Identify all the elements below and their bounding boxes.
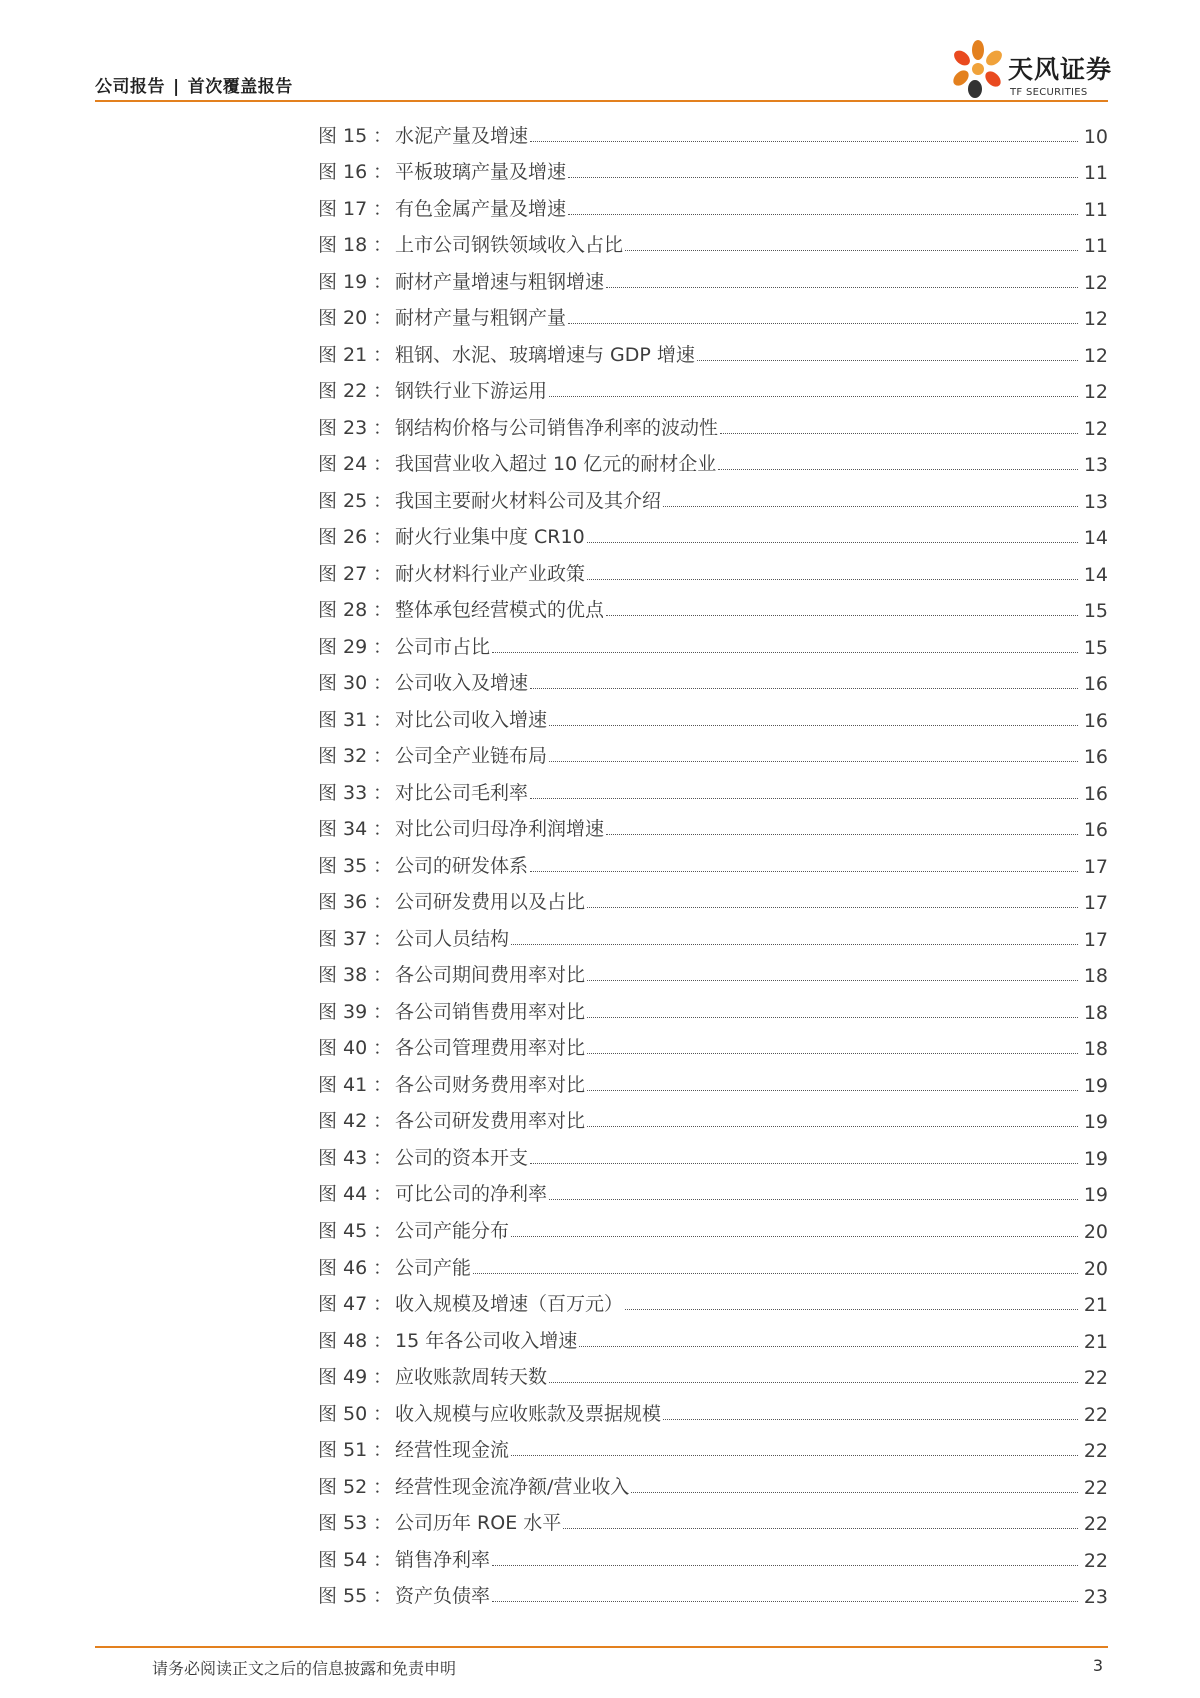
toc-entry-title: 收入规模与应收账款及票据规模 xyxy=(395,1402,662,1425)
toc-entry-label: 图 52 xyxy=(318,1475,368,1498)
toc-entry-colon: ： xyxy=(372,124,392,147)
toc-entry-label: 图 45 xyxy=(318,1219,368,1242)
toc-entry-page: 16 xyxy=(1083,819,1108,842)
toc-entry-colon: ： xyxy=(372,635,392,658)
toc-entry-label: 图 53 xyxy=(318,1512,368,1535)
figure-toc-list xyxy=(318,111,1108,1608)
toc-entry-colon: ： xyxy=(372,453,392,476)
report-subtitle: 首次覆盖报告 xyxy=(187,77,293,97)
toc-entry-colon: ： xyxy=(372,1475,392,1498)
toc-entry-page: 21 xyxy=(1083,1330,1108,1353)
toc-entry[interactable] xyxy=(318,1389,1108,1426)
toc-entry-page: 14 xyxy=(1083,527,1108,550)
toc-entry-title: 耐材产量增速与粗钢增速 xyxy=(395,270,605,293)
toc-entry[interactable] xyxy=(318,476,1108,513)
toc-entry-title: 公司全产业链布局 xyxy=(395,745,548,768)
toc-entry-colon: ： xyxy=(372,1146,392,1169)
toc-entry-label: 图 33 xyxy=(318,781,368,804)
toc-entry-colon: ： xyxy=(372,1585,392,1608)
toc-entry-label: 图 49 xyxy=(318,1366,368,1389)
toc-entry[interactable] xyxy=(318,1280,1108,1317)
toc-dot-leader xyxy=(530,798,1078,799)
toc-entry-title: 对比公司收入增速 xyxy=(395,708,548,731)
toc-entry-title: 公司产能 xyxy=(395,1256,472,1279)
toc-entry-page: 15 xyxy=(1083,636,1108,659)
toc-entry[interactable] xyxy=(318,732,1108,769)
toc-entry-title: 公司收入及增速 xyxy=(395,672,529,695)
toc-entry-label: 图 36 xyxy=(318,891,368,914)
toc-dot-leader xyxy=(663,506,1078,507)
toc-entry-label: 图 38 xyxy=(318,964,368,987)
toc-dot-leader xyxy=(720,433,1078,434)
toc-entry-page: 11 xyxy=(1083,235,1108,258)
toc-entry-title: 耐火材料行业产业政策 xyxy=(395,562,586,585)
toc-entry[interactable] xyxy=(318,1024,1108,1061)
toc-entry-colon: ： xyxy=(372,599,392,622)
toc-entry-page: 12 xyxy=(1083,344,1108,367)
toc-entry-page: 19 xyxy=(1083,1184,1108,1207)
toc-entry-label: 图 47 xyxy=(318,1293,368,1316)
toc-entry-title: 对比公司归母净利润增速 xyxy=(395,818,605,841)
toc-dot-leader xyxy=(568,323,1078,324)
toc-entry-page: 11 xyxy=(1083,198,1108,221)
toc-entry[interactable] xyxy=(318,1353,1108,1390)
toc-entry-colon: ： xyxy=(372,307,392,330)
toc-entry-colon: ： xyxy=(372,1000,392,1023)
toc-entry-title: 各公司财务费用率对比 xyxy=(395,1073,586,1096)
toc-entry-title: 平板玻璃产量及增速 xyxy=(395,161,567,184)
toc-dot-leader xyxy=(549,1382,1078,1383)
toc-dot-leader xyxy=(492,1601,1078,1602)
toc-entry-page: 19 xyxy=(1083,1111,1108,1134)
toc-entry[interactable] xyxy=(318,841,1108,878)
toc-entry-label: 图 40 xyxy=(318,1037,368,1060)
toc-entry-colon: ： xyxy=(372,1512,392,1535)
toc-dot-leader xyxy=(587,1090,1078,1091)
toc-entry-label: 图 22 xyxy=(318,380,368,403)
toc-entry[interactable] xyxy=(318,1206,1108,1243)
toc-dot-leader xyxy=(663,1419,1078,1420)
toc-entry[interactable] xyxy=(318,1499,1108,1536)
report-header-title xyxy=(95,72,293,97)
toc-entry[interactable] xyxy=(318,805,1108,842)
toc-dot-leader xyxy=(625,1309,1078,1310)
toc-dot-leader xyxy=(549,1199,1078,1200)
toc-entry-label: 图 43 xyxy=(318,1146,368,1169)
toc-entry-page: 16 xyxy=(1083,709,1108,732)
toc-entry-label: 图 51 xyxy=(318,1439,368,1462)
toc-entry-page: 12 xyxy=(1083,308,1108,331)
toc-entry-title: 公司市占比 xyxy=(395,635,491,658)
toc-entry-label: 图 20 xyxy=(318,307,368,330)
toc-entry-label: 图 32 xyxy=(318,745,368,768)
toc-entry-page: 21 xyxy=(1083,1294,1108,1317)
toc-entry[interactable] xyxy=(318,1535,1108,1572)
toc-entry-colon: ： xyxy=(372,781,392,804)
toc-dot-leader xyxy=(587,1126,1078,1127)
report-type: 公司报告 xyxy=(95,77,165,97)
toc-entry-page: 12 xyxy=(1083,417,1108,440)
toc-entry-title: 整体承包经营模式的优点 xyxy=(395,599,605,622)
toc-entry[interactable] xyxy=(318,1097,1108,1134)
toc-entry-colon: ： xyxy=(372,708,392,731)
toc-entry-title: 经营性现金流净额/营业收入 xyxy=(395,1475,630,1498)
toc-entry[interactable] xyxy=(318,1133,1108,1170)
toc-dot-leader xyxy=(511,1236,1078,1237)
toc-entry-page: 18 xyxy=(1083,1001,1108,1024)
toc-entry-label: 图 19 xyxy=(318,270,368,293)
toc-entry-label: 图 23 xyxy=(318,416,368,439)
toc-entry-label: 图 24 xyxy=(318,453,368,476)
toc-dot-leader xyxy=(530,141,1078,142)
toc-entry-label: 图 37 xyxy=(318,927,368,950)
toc-dot-leader xyxy=(511,944,1078,945)
toc-entry-label: 图 26 xyxy=(318,526,368,549)
toc-entry[interactable] xyxy=(318,111,1108,148)
toc-entry[interactable] xyxy=(318,403,1108,440)
toc-entry[interactable] xyxy=(318,1243,1108,1280)
toc-entry-page: 22 xyxy=(1083,1367,1108,1390)
toc-dot-leader xyxy=(718,469,1078,470)
toc-entry-label: 图 17 xyxy=(318,197,368,220)
toc-entry-page: 20 xyxy=(1083,1220,1108,1243)
toc-entry-page: 17 xyxy=(1083,892,1108,915)
toc-dot-leader xyxy=(568,177,1078,178)
toc-dot-leader xyxy=(606,834,1078,835)
toc-dot-leader xyxy=(473,1273,1078,1274)
toc-entry-label: 图 54 xyxy=(318,1548,368,1571)
toc-entry[interactable] xyxy=(318,1060,1108,1097)
toc-entry-title: 公司研发费用以及占比 xyxy=(395,891,586,914)
toc-entry-page: 22 xyxy=(1083,1476,1108,1499)
toc-dot-leader xyxy=(587,907,1078,908)
toc-entry-label: 图 55 xyxy=(318,1585,368,1608)
toc-entry-title: 各公司研发费用率对比 xyxy=(395,1110,586,1133)
toc-entry-title: 经营性现金流 xyxy=(395,1439,510,1462)
toc-entry-page: 23 xyxy=(1083,1586,1108,1609)
toc-entry-colon: ： xyxy=(372,745,392,768)
toc-dot-leader xyxy=(568,214,1078,215)
toc-entry-label: 图 35 xyxy=(318,854,368,877)
toc-entry-label: 图 50 xyxy=(318,1402,368,1425)
toc-entry-label: 图 29 xyxy=(318,635,368,658)
toc-entry-page: 10 xyxy=(1083,125,1108,148)
toc-entry-label: 图 46 xyxy=(318,1256,368,1279)
company-logo xyxy=(948,38,1118,106)
toc-entry-colon: ： xyxy=(372,672,392,695)
toc-entry[interactable] xyxy=(318,987,1108,1024)
toc-entry-title: 耐火行业集中度 CR10 xyxy=(395,526,585,549)
toc-entry-colon: ： xyxy=(372,854,392,877)
toc-dot-leader xyxy=(631,1492,1078,1493)
toc-dot-leader xyxy=(530,688,1078,689)
toc-entry-colon: ： xyxy=(372,1219,392,1242)
logo-english-name: TF SECURITIES xyxy=(1010,87,1088,98)
toc-entry-page: 18 xyxy=(1083,965,1108,988)
toc-entry-page: 15 xyxy=(1083,600,1108,623)
toc-entry[interactable] xyxy=(318,1426,1108,1463)
toc-entry[interactable] xyxy=(318,586,1108,623)
toc-entry-title: 销售净利率 xyxy=(395,1548,491,1571)
toc-entry-title: 上市公司钢铁领域收入占比 xyxy=(395,234,624,257)
toc-entry-title: 公司人员结构 xyxy=(395,927,510,950)
toc-entry-colon: ： xyxy=(372,526,392,549)
toc-entry-colon: ： xyxy=(372,1073,392,1096)
toc-dot-leader xyxy=(587,579,1078,580)
toc-entry[interactable] xyxy=(318,294,1108,331)
toc-dot-leader xyxy=(549,761,1078,762)
toc-entry-label: 图 39 xyxy=(318,1000,368,1023)
logo-chinese-name: 天风证券 xyxy=(1008,55,1113,84)
toc-entry[interactable] xyxy=(318,330,1108,367)
header-divider xyxy=(95,100,1108,102)
toc-dot-leader xyxy=(530,871,1078,872)
toc-entry-title: 可比公司的净利率 xyxy=(395,1183,548,1206)
toc-entry[interactable] xyxy=(318,549,1108,586)
toc-entry-colon: ： xyxy=(372,1439,392,1462)
toc-dot-leader xyxy=(587,980,1078,981)
toc-dot-leader xyxy=(549,396,1078,397)
toc-dot-leader xyxy=(579,1346,1078,1347)
footer-divider xyxy=(95,1646,1108,1648)
toc-entry-label: 图 28 xyxy=(318,599,368,622)
toc-entry-colon: ： xyxy=(372,1037,392,1060)
toc-entry-page: 18 xyxy=(1083,1038,1108,1061)
toc-entry-page: 13 xyxy=(1083,454,1108,477)
toc-entry-title: 我国营业收入超过 10 亿元的耐材企业 xyxy=(395,453,717,476)
toc-entry[interactable] xyxy=(318,878,1108,915)
toc-entry-title: 公司产能分布 xyxy=(395,1219,510,1242)
toc-entry-page: 22 xyxy=(1083,1403,1108,1426)
toc-entry-page: 17 xyxy=(1083,855,1108,878)
toc-entry-label: 图 27 xyxy=(318,562,368,585)
toc-dot-leader xyxy=(563,1528,1078,1529)
toc-entry-label: 图 18 xyxy=(318,234,368,257)
toc-entry[interactable] xyxy=(318,440,1108,477)
toc-entry-title: 各公司期间费用率对比 xyxy=(395,964,586,987)
toc-entry-title: 公司历年 ROE 水平 xyxy=(395,1512,562,1535)
toc-entry-label: 图 31 xyxy=(318,708,368,731)
toc-entry-title: 资产负债率 xyxy=(395,1585,491,1608)
toc-entry-page: 17 xyxy=(1083,928,1108,951)
toc-entry-colon: ： xyxy=(372,416,392,439)
toc-entry-title: 应收账款周转天数 xyxy=(395,1366,548,1389)
toc-entry[interactable] xyxy=(318,914,1108,951)
toc-entry-title: 对比公司毛利率 xyxy=(395,781,529,804)
toc-entry-title: 收入规模及增速（百万元） xyxy=(395,1293,624,1316)
toc-dot-leader xyxy=(492,652,1078,653)
toc-entry-page: 19 xyxy=(1083,1147,1108,1170)
toc-entry-colon: ： xyxy=(372,1366,392,1389)
toc-entry-page: 11 xyxy=(1083,162,1108,185)
toc-entry-page: 22 xyxy=(1083,1440,1108,1463)
toc-entry[interactable] xyxy=(318,768,1108,805)
toc-entry-colon: ： xyxy=(372,270,392,293)
toc-entry[interactable] xyxy=(318,1316,1108,1353)
toc-entry-colon: ： xyxy=(372,343,392,366)
toc-entry[interactable] xyxy=(318,951,1108,988)
toc-entry-page: 22 xyxy=(1083,1549,1108,1572)
toc-entry-colon: ： xyxy=(372,234,392,257)
toc-entry-title: 各公司管理费用率对比 xyxy=(395,1037,586,1060)
toc-entry-page: 14 xyxy=(1083,563,1108,586)
toc-entry-title: 各公司销售费用率对比 xyxy=(395,1000,586,1023)
toc-entry-title: 公司的资本开支 xyxy=(395,1146,529,1169)
toc-entry-title: 15 年各公司收入增速 xyxy=(395,1329,578,1352)
toc-entry[interactable] xyxy=(318,148,1108,185)
toc-dot-leader xyxy=(587,1017,1078,1018)
toc-entry-page: 16 xyxy=(1083,782,1108,805)
toc-entry-colon: ： xyxy=(372,1183,392,1206)
toc-entry-colon: ： xyxy=(372,964,392,987)
toc-entry[interactable] xyxy=(318,1170,1108,1207)
toc-entry-label: 图 21 xyxy=(318,343,368,366)
toc-dot-leader xyxy=(511,1455,1078,1456)
toc-dot-leader xyxy=(549,725,1078,726)
toc-dot-leader xyxy=(697,360,1078,361)
toc-entry[interactable] xyxy=(318,1572,1108,1609)
toc-entry-colon: ： xyxy=(372,1256,392,1279)
toc-entry-title: 公司的研发体系 xyxy=(395,854,529,877)
toc-entry[interactable] xyxy=(318,659,1108,696)
toc-entry-page: 19 xyxy=(1083,1074,1108,1097)
toc-dot-leader xyxy=(606,615,1078,616)
toc-entry-label: 图 42 xyxy=(318,1110,368,1133)
toc-entry-label: 图 25 xyxy=(318,489,368,512)
toc-entry-page: 12 xyxy=(1083,381,1108,404)
toc-entry-colon: ： xyxy=(372,197,392,220)
toc-entry-title: 钢结构价格与公司销售净利率的波动性 xyxy=(395,416,719,439)
toc-entry-page: 16 xyxy=(1083,746,1108,769)
toc-entry-colon: ： xyxy=(372,1402,392,1425)
toc-entry[interactable] xyxy=(318,184,1108,221)
toc-entry[interactable] xyxy=(318,513,1108,550)
toc-entry-colon: ： xyxy=(372,562,392,585)
toc-entry[interactable] xyxy=(318,695,1108,732)
flower-logo-icon xyxy=(948,38,1008,100)
toc-entry-label: 图 44 xyxy=(318,1183,368,1206)
toc-entry-label: 图 16 xyxy=(318,161,368,184)
toc-entry-colon: ： xyxy=(372,1548,392,1571)
toc-dot-leader xyxy=(606,287,1078,288)
toc-dot-leader xyxy=(587,1053,1078,1054)
toc-entry-colon: ： xyxy=(372,818,392,841)
toc-entry-page: 16 xyxy=(1083,673,1108,696)
toc-entry-label: 图 41 xyxy=(318,1073,368,1096)
toc-entry-title: 我国主要耐火材料公司及其介绍 xyxy=(395,489,662,512)
toc-entry[interactable] xyxy=(318,1462,1108,1499)
toc-entry-title: 有色金属产量及增速 xyxy=(395,197,567,220)
page-number: 3 xyxy=(1092,1656,1103,1675)
toc-entry-title: 钢铁行业下游运用 xyxy=(395,380,548,403)
toc-entry[interactable] xyxy=(318,367,1108,404)
toc-entry-title: 粗钢、水泥、玻璃增速与 GDP 增速 xyxy=(395,343,695,366)
toc-entry[interactable] xyxy=(318,257,1108,294)
toc-entry-colon: ： xyxy=(372,1329,392,1352)
toc-dot-leader xyxy=(530,1163,1078,1164)
toc-dot-leader xyxy=(492,1565,1078,1566)
toc-entry-colon: ： xyxy=(372,1293,392,1316)
toc-dot-leader xyxy=(625,250,1078,251)
footer-disclaimer: 请务必阅读正文之后的信息披露和免责申明 xyxy=(152,1659,457,1678)
toc-entry-page: 12 xyxy=(1083,271,1108,294)
toc-entry-label: 图 30 xyxy=(318,672,368,695)
toc-entry-label: 图 34 xyxy=(318,818,368,841)
toc-entry-page: 13 xyxy=(1083,490,1108,513)
toc-entry-title: 水泥产量及增速 xyxy=(395,124,529,147)
toc-entry-page: 20 xyxy=(1083,1257,1108,1280)
toc-entry-title: 耐材产量与粗钢产量 xyxy=(395,307,567,330)
header-separator: | xyxy=(173,77,180,97)
toc-entry-label: 图 15 xyxy=(318,124,368,147)
toc-entry[interactable] xyxy=(318,221,1108,258)
toc-entry-page: 22 xyxy=(1083,1513,1108,1536)
toc-entry-colon: ： xyxy=(372,927,392,950)
toc-entry-colon: ： xyxy=(372,489,392,512)
toc-entry-colon: ： xyxy=(372,380,392,403)
toc-entry-label: 图 48 xyxy=(318,1329,368,1352)
toc-entry-colon: ： xyxy=(372,161,392,184)
toc-entry-colon: ： xyxy=(372,891,392,914)
toc-dot-leader xyxy=(587,542,1078,543)
toc-entry[interactable] xyxy=(318,622,1108,659)
toc-entry-colon: ： xyxy=(372,1110,392,1133)
